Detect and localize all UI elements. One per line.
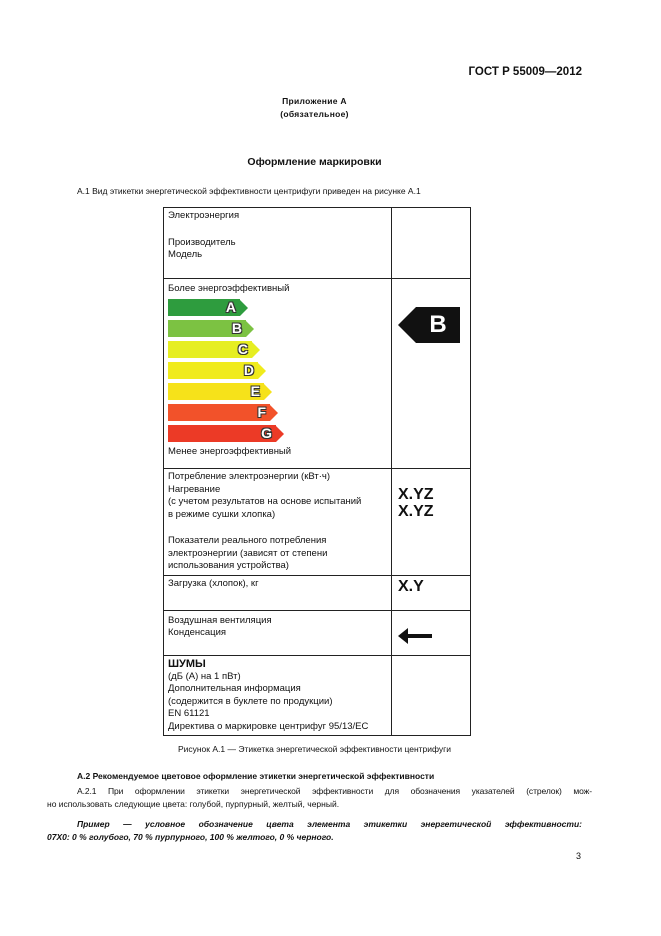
efficiency-class-e bbox=[168, 383, 387, 401]
section-title: Оформление маркировки bbox=[247, 156, 382, 168]
efficiency-bar-tip bbox=[252, 342, 260, 358]
standard-number: ГОСТ Р 55009—2012 bbox=[468, 66, 582, 78]
label-header-cell bbox=[164, 208, 392, 279]
noise-title: ШУМЫ bbox=[168, 658, 206, 670]
consumption-cell bbox=[164, 469, 392, 576]
appendix-title: Приложение А bbox=[282, 96, 347, 106]
efficiency-class-c bbox=[168, 341, 387, 359]
appendix-subtitle: (обязательное) bbox=[280, 109, 349, 119]
less-efficient-label: Менее энергоэффективный bbox=[168, 445, 292, 457]
efficiency-class-letter: F bbox=[257, 404, 266, 421]
efficiency-bar bbox=[168, 320, 246, 337]
efficiency-class-g bbox=[168, 425, 387, 443]
air-vent-label: Воздушная вентиляция bbox=[168, 614, 272, 626]
consumption-line: Потребление электроэнергии (кВт·ч) bbox=[168, 471, 331, 482]
real-consumption-line: Показатели реального потребления bbox=[168, 535, 327, 546]
page-number: 3 bbox=[575, 851, 581, 861]
efficiency-bars bbox=[168, 299, 387, 443]
efficiency-class-b bbox=[168, 320, 387, 338]
efficiency-class-letter: A bbox=[225, 299, 236, 316]
extra-info-line: Дополнительная информация bbox=[168, 683, 301, 694]
consumption-note-line: (с учетом результатов на основе испытаний bbox=[168, 496, 362, 507]
consumption-note-line: в режиме сушки хлопка) bbox=[168, 508, 276, 520]
load-cell: Загрузка (хлопок), кг bbox=[164, 575, 392, 610]
efficiency-class-a bbox=[168, 299, 387, 317]
efficiency-bar-tip bbox=[264, 384, 272, 400]
condensation-label: Конденсация bbox=[168, 627, 227, 638]
figure-caption: Рисунок А.1 — Этикетка энергетической эффективности центрифуги bbox=[177, 744, 452, 754]
noise-cell bbox=[164, 656, 392, 736]
efficiency-bar-tip bbox=[258, 363, 266, 379]
example-line2: 07X0: 0 % голубого, 70 % пурпурного, 100 % желтого, 0 % черного. bbox=[47, 832, 334, 842]
noise-value-cell bbox=[392, 656, 471, 736]
efficiency-class-letter: B bbox=[231, 320, 242, 337]
left-arrow-icon bbox=[392, 611, 470, 651]
ventilation-arrow-cell bbox=[392, 610, 471, 656]
rating-cell bbox=[392, 279, 471, 469]
extra-info-line: (содержится в буклете по продукции) bbox=[168, 695, 333, 707]
efficiency-bar bbox=[168, 299, 240, 316]
load-value-cell bbox=[392, 575, 471, 610]
efficiency-class-letter: D bbox=[243, 362, 254, 379]
efficiency-bar bbox=[168, 362, 258, 379]
load-value: X.Y bbox=[398, 577, 424, 595]
efficiency-bar-tip bbox=[276, 426, 284, 442]
consumption-value: X.YZ bbox=[398, 486, 434, 503]
efficiency-class-letter: E bbox=[250, 383, 260, 400]
heating-line: Нагревание bbox=[168, 483, 221, 495]
efficiency-bar bbox=[168, 425, 276, 442]
ventilation-cell bbox=[164, 610, 392, 656]
efficiency-bar-tip bbox=[240, 300, 248, 316]
efficiency-class-letter: G bbox=[261, 425, 272, 442]
efficiency-scale-cell bbox=[164, 279, 392, 469]
efficiency-bar-tip bbox=[246, 321, 254, 337]
efficiency-class-letter: C bbox=[237, 341, 248, 358]
noise-unit: (дБ (A) на 1 пВт) bbox=[168, 670, 241, 682]
intro-paragraph: А.1 Вид этикетки энергетической эффективности центрифуги приведен на рисунке А.1 bbox=[77, 186, 421, 196]
more-efficient-label: Более энергоэффективный bbox=[168, 283, 290, 294]
heating-value: X.YZ bbox=[398, 503, 434, 520]
real-consumption-line: электроэнергии (зависят от степени bbox=[168, 547, 328, 559]
efficiency-class-f bbox=[168, 404, 387, 422]
energy-label bbox=[163, 207, 471, 736]
directive-ref: Директива о маркировке центрифуг 95/13/EC bbox=[168, 720, 369, 732]
standard-ref: EN 61121 bbox=[168, 708, 210, 719]
a2-paragraph-line1: А.2.1 При оформлении этикетки энергетической эффективности для обозначения указателей (стрелок) мож- bbox=[77, 786, 592, 796]
electricity-label: Электроэнергия bbox=[168, 210, 240, 221]
model-label: Модель bbox=[168, 249, 203, 260]
efficiency-bar bbox=[168, 341, 252, 358]
consumption-values-cell bbox=[392, 469, 471, 576]
rating-letter: B bbox=[429, 311, 447, 338]
label-header-blank bbox=[392, 208, 471, 279]
rating-arrow bbox=[398, 307, 460, 343]
efficiency-bar bbox=[168, 404, 270, 421]
section-a2-heading: А.2 Рекомендуемое цветовое оформление этикетки энергетической эффективности bbox=[77, 771, 435, 781]
efficiency-bar-tip bbox=[270, 405, 278, 421]
real-consumption-line: использования устройства) bbox=[168, 560, 289, 571]
example-line1: Пример — условное обозначение цвета элемента этикетки энергетической эффективности: bbox=[77, 819, 582, 829]
efficiency-class-d bbox=[168, 362, 387, 380]
a2-paragraph-line2: но использовать следующие цвета: голубой, пурпурный, желтый, черный. bbox=[47, 799, 340, 809]
manufacturer-label: Производитель bbox=[168, 236, 236, 248]
efficiency-bar bbox=[168, 383, 264, 400]
